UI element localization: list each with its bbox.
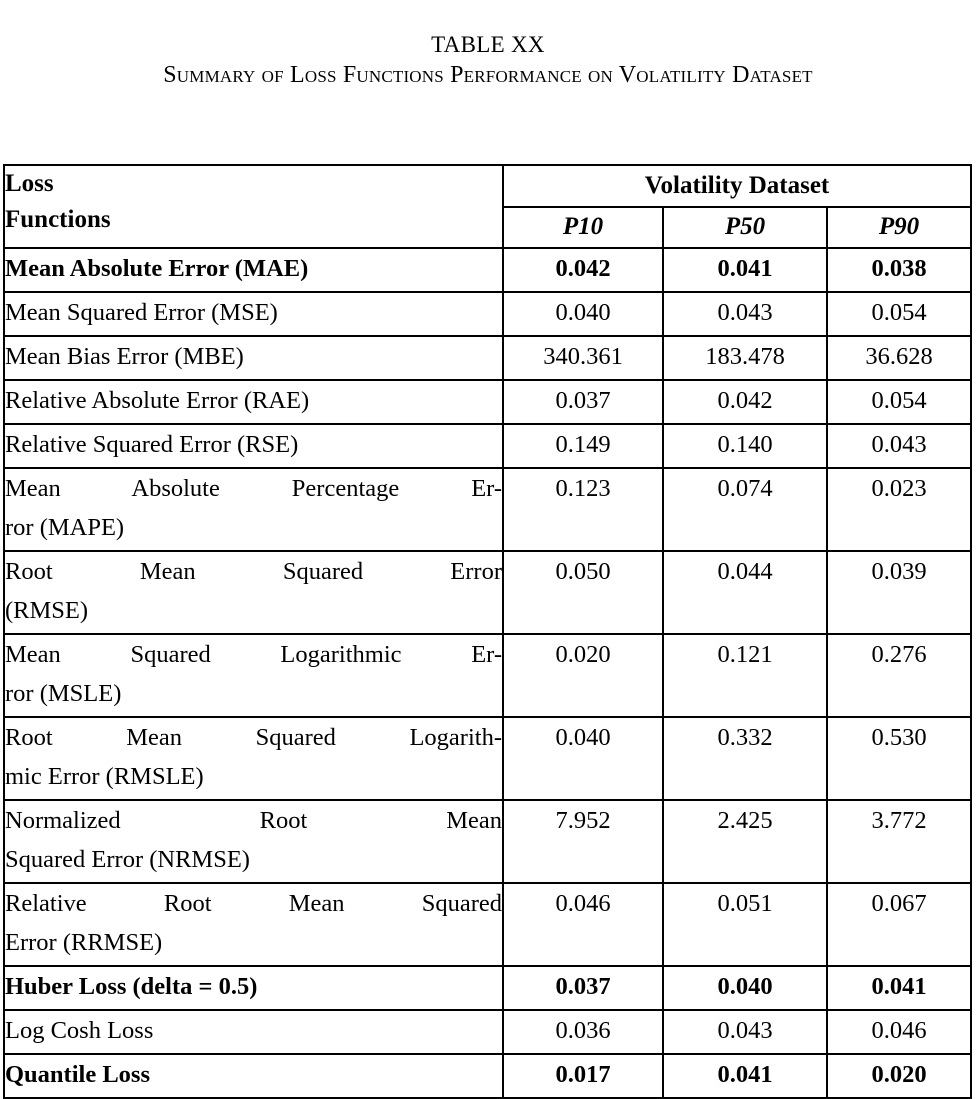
cell-value-p50: 0.074 [663, 468, 827, 551]
table-row [4, 1054, 971, 1098]
cell-value-p50: 0.042 [663, 380, 827, 424]
table-row [4, 380, 971, 424]
loss-function-name-line: Relative Squared Error (RSE) [5, 431, 299, 458]
loss-function-name-line: Root Mean Squared Logarith- [5, 724, 502, 751]
cell-value-p50: 0.043 [663, 292, 827, 336]
row-header-line-2: Functions [5, 206, 111, 233]
cell-value-p90: 0.054 [827, 380, 971, 424]
cell-value-p90: 0.039 [827, 551, 971, 634]
cell-value-p10: 0.046 [503, 883, 663, 966]
table-caption: Summary of Loss Functions Performance on Volatility Dataset [163, 62, 813, 88]
table-row [4, 424, 971, 468]
table-row [4, 966, 971, 1010]
loss-function-name-line: Mean Bias Error (MBE) [5, 343, 244, 370]
table-row [4, 336, 971, 380]
cell-value-p50: 0.044 [663, 551, 827, 634]
cell-loss-function-name [4, 1054, 503, 1098]
loss-function-name-line: Normalized Root Mean [5, 807, 502, 834]
table-row [4, 1010, 971, 1054]
cell-loss-function-name [4, 380, 503, 424]
cell-value-p90: 0.530 [827, 717, 971, 800]
loss-function-name-line: Relative Absolute Error (RAE) [5, 387, 310, 414]
loss-function-name-line: Mean Squared Error (MSE) [5, 299, 278, 326]
cell-value-p90: 0.041 [827, 966, 971, 1010]
cell-value-p90: 0.046 [827, 1010, 971, 1054]
cell-loss-function-name [4, 424, 503, 468]
cell-value-p10: 0.036 [503, 1010, 663, 1054]
cell-loss-function-name [4, 800, 503, 883]
row-header-loss-functions [4, 165, 503, 248]
cell-value-p10: 0.040 [503, 717, 663, 800]
cell-loss-function-name [4, 292, 503, 336]
cell-value-p10: 0.037 [503, 966, 663, 1010]
loss-function-name-line: Quantile Loss [5, 1061, 150, 1088]
table-row [4, 468, 971, 551]
loss-functions-table [3, 164, 972, 1099]
cell-loss-function-name [4, 468, 503, 551]
cell-loss-function-name [4, 248, 503, 292]
loss-function-name-line: ror (MSLE) [5, 680, 122, 707]
cell-value-p50: 0.332 [663, 717, 827, 800]
cell-value-p50: 0.041 [663, 1054, 827, 1098]
cell-value-p10: 0.149 [503, 424, 663, 468]
cell-loss-function-name [4, 883, 503, 966]
cell-value-p90: 0.020 [827, 1054, 971, 1098]
cell-value-p10: 0.050 [503, 551, 663, 634]
table-body [4, 248, 971, 1098]
table-row [4, 551, 971, 634]
column-group-header-volatility-dataset: Volatility Dataset [503, 165, 971, 207]
row-header-line-1: Loss [5, 170, 54, 197]
column-header-p10: P10 [503, 207, 663, 248]
cell-loss-function-name [4, 717, 503, 800]
cell-value-p10: 0.020 [503, 634, 663, 717]
cell-value-p10: 7.952 [503, 800, 663, 883]
cell-loss-function-name [4, 1010, 503, 1054]
cell-loss-function-name [4, 336, 503, 380]
loss-function-name-line: ror (MAPE) [5, 514, 125, 541]
loss-function-name-line: (RMSE) [5, 597, 89, 624]
cell-value-p50: 0.140 [663, 424, 827, 468]
cell-value-p50: 2.425 [663, 800, 827, 883]
loss-function-name-line: Log Cosh Loss [5, 1017, 154, 1044]
loss-function-name-line: Error (RRMSE) [5, 929, 163, 956]
column-header-p50: P50 [663, 207, 827, 248]
cell-value-p90: 0.054 [827, 292, 971, 336]
header-row-group [4, 165, 971, 207]
table-row [4, 292, 971, 336]
loss-function-name-line: Mean Absolute Percentage Er- [5, 475, 502, 502]
loss-function-name-line: Mean Absolute Error (MAE) [5, 255, 309, 282]
cell-value-p90: 36.628 [827, 336, 971, 380]
cell-value-p50: 0.040 [663, 966, 827, 1010]
table-row [4, 634, 971, 717]
cell-value-p10: 340.361 [503, 336, 663, 380]
cell-loss-function-name [4, 634, 503, 717]
table-row [4, 248, 971, 292]
cell-value-p90: 0.276 [827, 634, 971, 717]
loss-function-name-line: mic Error (RMSLE) [5, 763, 204, 790]
table-number: TABLE XX [431, 32, 545, 57]
cell-value-p90: 3.772 [827, 800, 971, 883]
table-row [4, 883, 971, 966]
table-row [4, 800, 971, 883]
loss-function-name-line: Root Mean Squared Error [5, 558, 502, 585]
cell-loss-function-name [4, 551, 503, 634]
cell-value-p10: 0.123 [503, 468, 663, 551]
loss-function-name-line: Mean Squared Logarithmic Er- [5, 641, 502, 668]
cell-value-p10: 0.037 [503, 380, 663, 424]
cell-value-p10: 0.042 [503, 248, 663, 292]
cell-value-p90: 0.038 [827, 248, 971, 292]
cell-loss-function-name [4, 966, 503, 1010]
cell-value-p50: 183.478 [663, 336, 827, 380]
loss-function-name-line: Relative Root Mean Squared [5, 890, 502, 917]
cell-value-p10: 0.040 [503, 292, 663, 336]
cell-value-p10: 0.017 [503, 1054, 663, 1098]
table-head [4, 165, 971, 248]
loss-function-name-line: Huber Loss (delta = 0.5) [5, 973, 258, 1000]
loss-table-container [3, 164, 970, 1099]
column-header-p90: P90 [827, 207, 971, 248]
cell-value-p90: 0.023 [827, 468, 971, 551]
loss-function-name-line: Squared Error (NRMSE) [5, 846, 250, 873]
cell-value-p90: 0.043 [827, 424, 971, 468]
cell-value-p50: 0.043 [663, 1010, 827, 1054]
table-title-block [0, 0, 976, 91]
table-row [4, 717, 971, 800]
cell-value-p90: 0.067 [827, 883, 971, 966]
cell-value-p50: 0.051 [663, 883, 827, 966]
cell-value-p50: 0.121 [663, 634, 827, 717]
cell-value-p50: 0.041 [663, 248, 827, 292]
